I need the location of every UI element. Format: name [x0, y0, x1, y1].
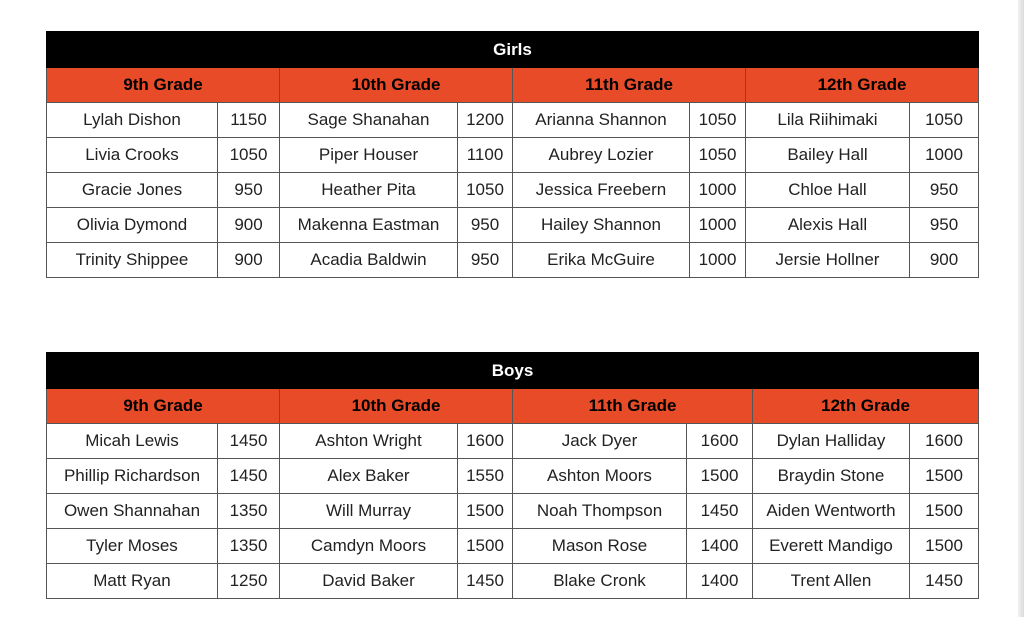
athlete-name: Alex Baker [280, 459, 458, 494]
athlete-score: 1600 [687, 424, 753, 459]
athlete-score: 900 [218, 208, 280, 243]
athlete-score: 1050 [690, 138, 746, 173]
athlete-score: 1050 [218, 138, 280, 173]
athlete-name: Sage Shanahan [280, 103, 458, 138]
athlete-name: Noah Thompson [513, 494, 687, 529]
athlete-score: 1150 [218, 103, 280, 138]
athlete-score: 950 [910, 208, 979, 243]
athlete-name: Aubrey Lozier [513, 138, 690, 173]
table-row [47, 424, 979, 459]
table-row [47, 529, 979, 564]
athlete-name: Lila Riihimaki [746, 103, 910, 138]
athlete-name: Phillip Richardson [47, 459, 218, 494]
athlete-name: Alexis Hall [746, 208, 910, 243]
athlete-name: Blake Cronk [513, 564, 687, 599]
athlete-score: 1500 [458, 494, 513, 529]
table-row [47, 459, 979, 494]
athlete-name: Makenna Eastman [280, 208, 458, 243]
athlete-score: 1200 [458, 103, 513, 138]
athlete-name: Ashton Wright [280, 424, 458, 459]
athlete-name: Jersie Hollner [746, 243, 910, 278]
boys-grade-header: 10th Grade [280, 389, 513, 424]
athlete-name: Heather Pita [280, 173, 458, 208]
table-row [47, 494, 979, 529]
athlete-score: 1500 [910, 529, 979, 564]
athlete-score: 950 [458, 243, 513, 278]
boys-grade-header: 9th Grade [47, 389, 280, 424]
girls-table [46, 31, 979, 278]
athlete-name: Micah Lewis [47, 424, 218, 459]
athlete-score: 1350 [218, 494, 280, 529]
athlete-name: Lylah Dishon [47, 103, 218, 138]
table-row [47, 208, 979, 243]
table-row [47, 243, 979, 278]
athlete-score: 1400 [687, 564, 753, 599]
athlete-score: 1400 [687, 529, 753, 564]
table-row [47, 564, 979, 599]
athlete-score: 1050 [458, 173, 513, 208]
athlete-name: Dylan Halliday [753, 424, 910, 459]
athlete-score: 1550 [458, 459, 513, 494]
athlete-name: Tyler Moses [47, 529, 218, 564]
athlete-name: Livia Crooks [47, 138, 218, 173]
athlete-name: Matt Ryan [47, 564, 218, 599]
athlete-name: Will Murray [280, 494, 458, 529]
athlete-name: Jessica Freebern [513, 173, 690, 208]
athlete-name: Mason Rose [513, 529, 687, 564]
girls-title: Girls [47, 32, 979, 68]
athlete-name: Arianna Shannon [513, 103, 690, 138]
athlete-score: 950 [218, 173, 280, 208]
athlete-name: Acadia Baldwin [280, 243, 458, 278]
athlete-score: 950 [910, 173, 979, 208]
boys-table [46, 352, 979, 599]
athlete-name: Aiden Wentworth [753, 494, 910, 529]
athlete-name: Everett Mandigo [753, 529, 910, 564]
athlete-name: Camdyn Moors [280, 529, 458, 564]
athlete-score: 900 [910, 243, 979, 278]
athlete-score: 1500 [910, 494, 979, 529]
girls-grade-header: 9th Grade [47, 68, 280, 103]
boys-grade-header: 12th Grade [753, 389, 979, 424]
athlete-score: 1000 [690, 173, 746, 208]
athlete-name: Chloe Hall [746, 173, 910, 208]
athlete-name: Ashton Moors [513, 459, 687, 494]
athlete-score: 1450 [910, 564, 979, 599]
athlete-name: Piper Houser [280, 138, 458, 173]
boys-title: Boys [47, 353, 979, 389]
athlete-score: 1000 [910, 138, 979, 173]
athlete-name: Braydin Stone [753, 459, 910, 494]
athlete-score: 1000 [690, 243, 746, 278]
athlete-score: 1050 [690, 103, 746, 138]
athlete-score: 900 [218, 243, 280, 278]
girls-grade-header: 11th Grade [513, 68, 746, 103]
athlete-score: 1450 [458, 564, 513, 599]
athlete-score: 1450 [687, 494, 753, 529]
athlete-name: David Baker [280, 564, 458, 599]
athlete-score: 1500 [910, 459, 979, 494]
athlete-score: 1450 [218, 459, 280, 494]
athlete-score: 1500 [458, 529, 513, 564]
athlete-score: 1050 [910, 103, 979, 138]
athlete-name: Erika McGuire [513, 243, 690, 278]
athlete-name: Jack Dyer [513, 424, 687, 459]
athlete-score: 1450 [218, 424, 280, 459]
athlete-name: Bailey Hall [746, 138, 910, 173]
girls-grade-header: 10th Grade [280, 68, 513, 103]
athlete-score: 1600 [458, 424, 513, 459]
athlete-name: Hailey Shannon [513, 208, 690, 243]
girls-grade-header: 12th Grade [746, 68, 979, 103]
athlete-score: 1500 [687, 459, 753, 494]
athlete-score: 1100 [458, 138, 513, 173]
athlete-score: 950 [458, 208, 513, 243]
athlete-name: Owen Shannahan [47, 494, 218, 529]
athlete-score: 1350 [218, 529, 280, 564]
athlete-name: Trent Allen [753, 564, 910, 599]
athlete-name: Trinity Shippee [47, 243, 218, 278]
athlete-score: 1000 [690, 208, 746, 243]
table-row [47, 173, 979, 208]
athlete-name: Gracie Jones [47, 173, 218, 208]
table-row [47, 103, 979, 138]
table-row [47, 138, 979, 173]
athlete-score: 1600 [910, 424, 979, 459]
athlete-score: 1250 [218, 564, 280, 599]
boys-grade-header: 11th Grade [513, 389, 753, 424]
athlete-name: Olivia Dymond [47, 208, 218, 243]
page-edge [1018, 0, 1024, 617]
